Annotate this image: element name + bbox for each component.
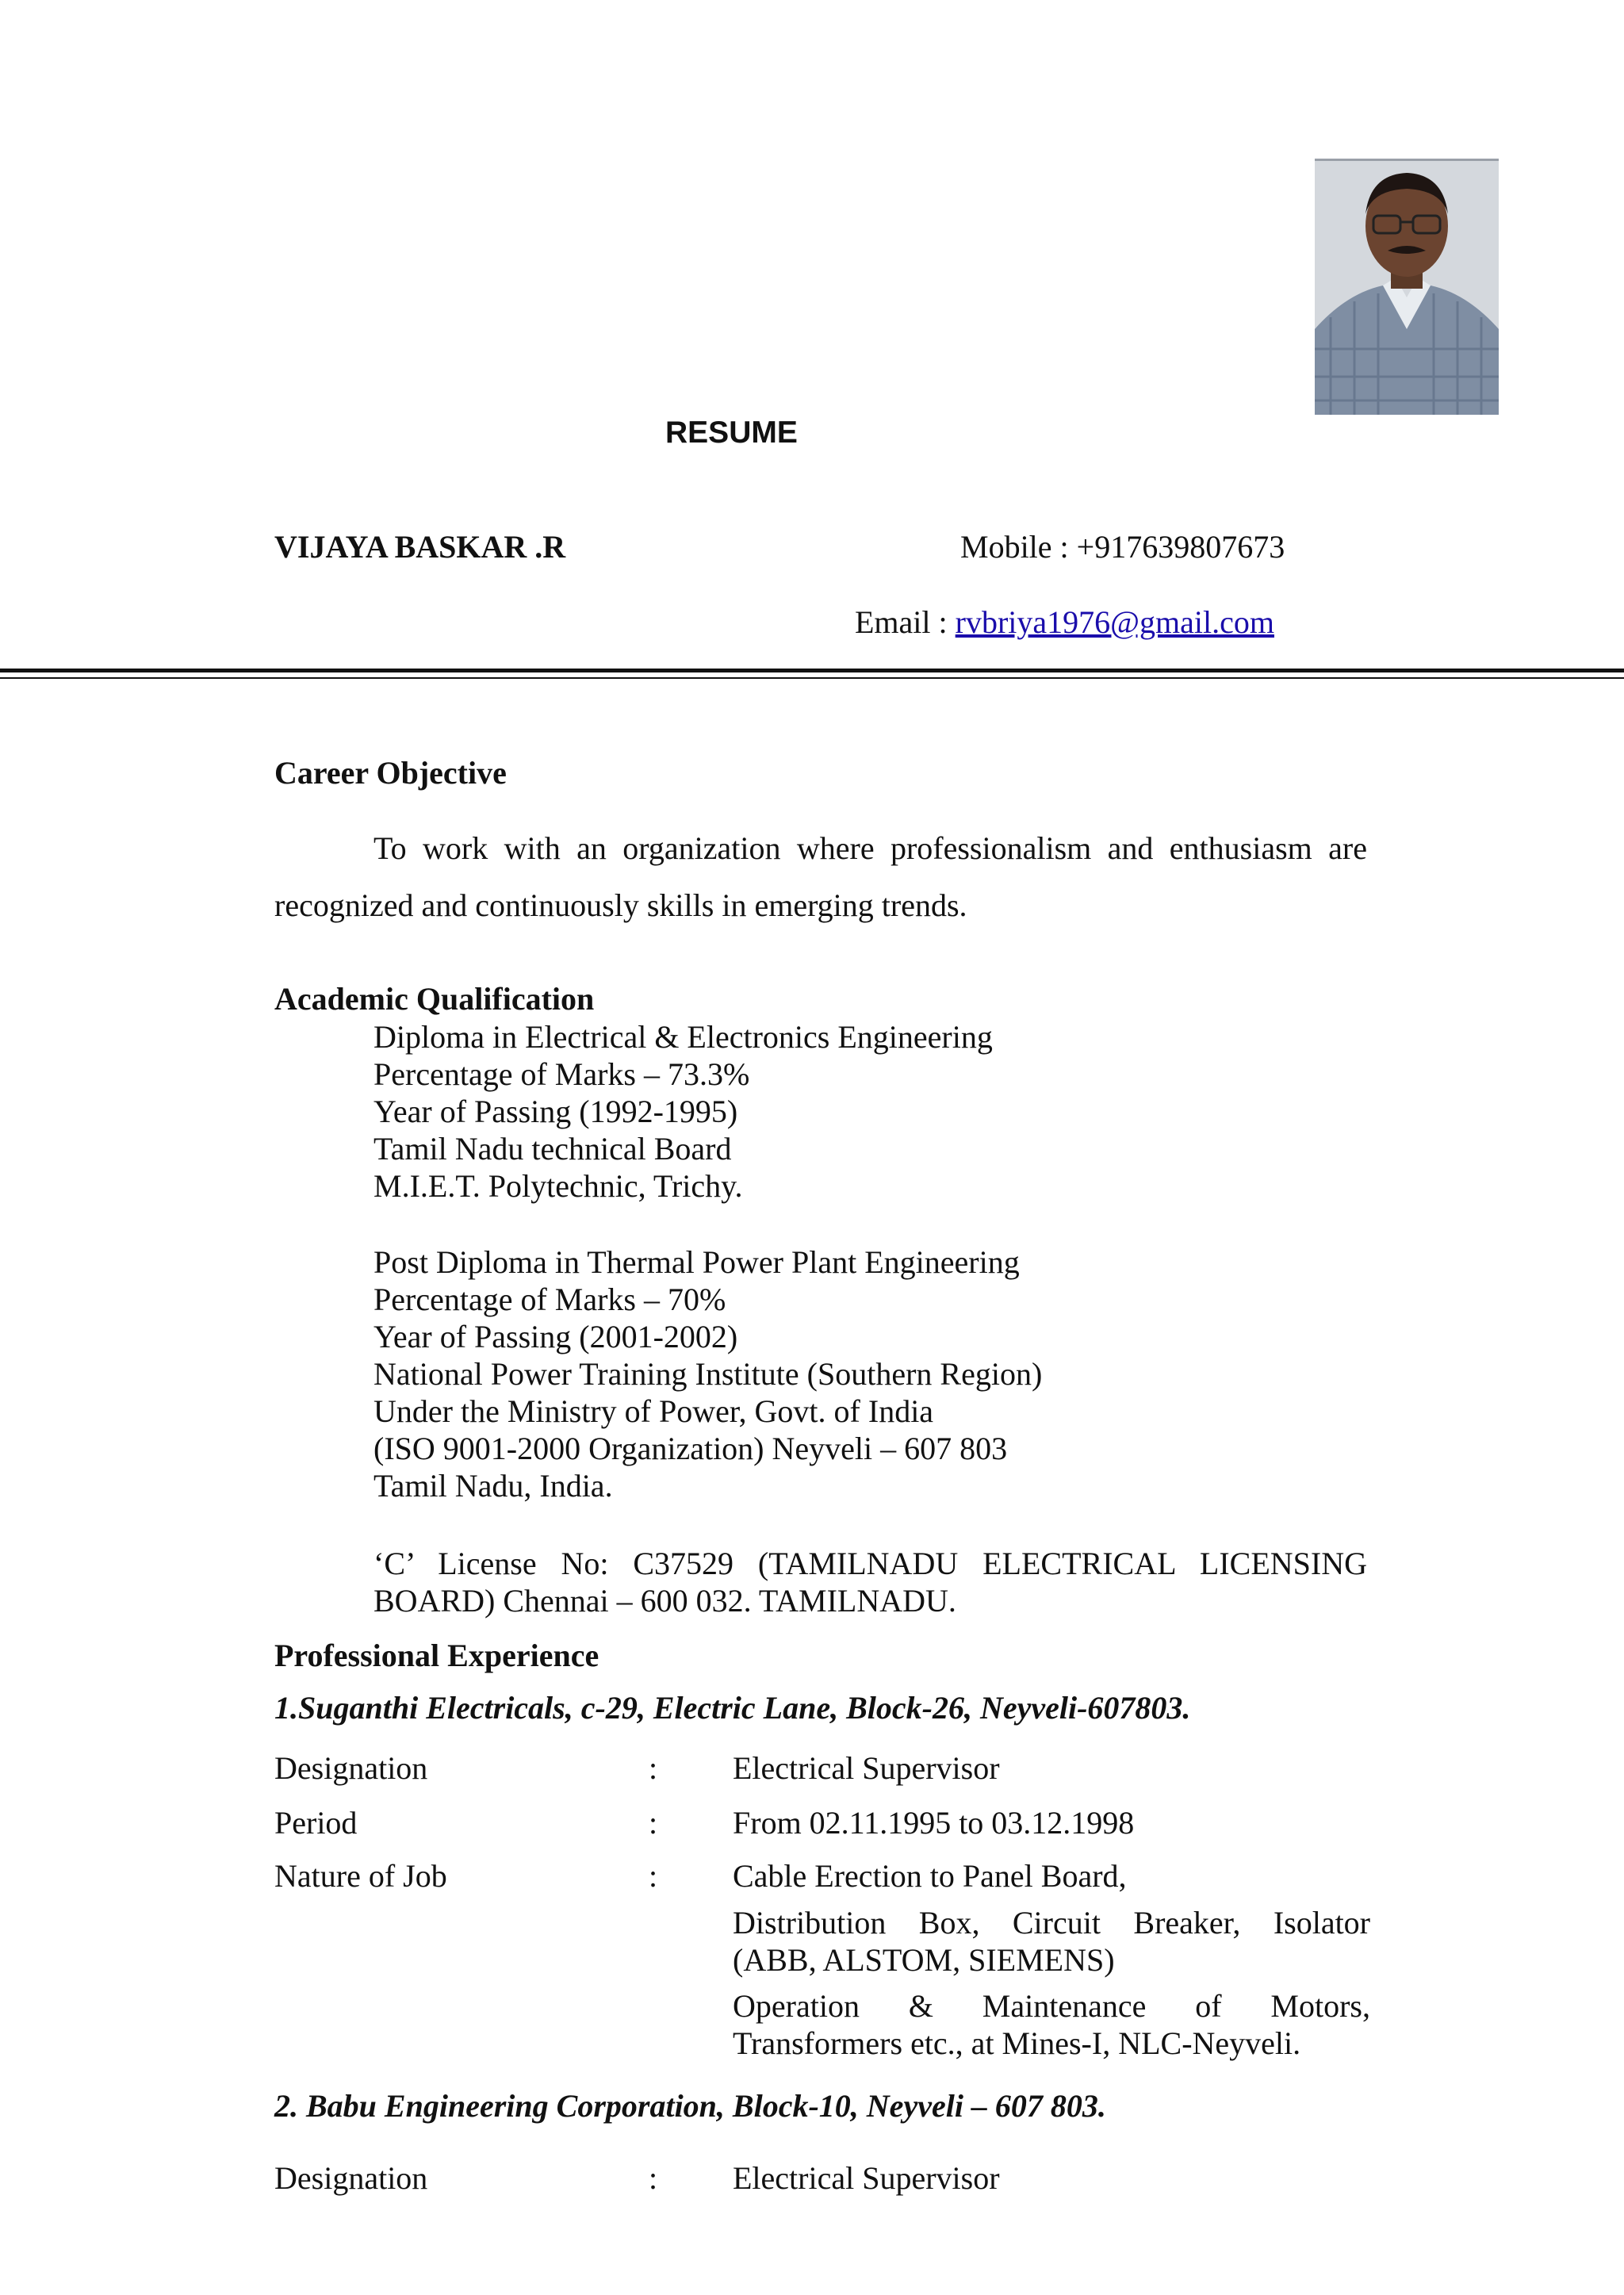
qualification-line: Percentage of Marks – 73.3%: [373, 1056, 750, 1092]
qualification-line: National Power Training Institute (Southern Region): [373, 1356, 1043, 1392]
qualification-diploma: [373, 1021, 993, 1208]
row-value: Electrical Supervisor: [733, 1750, 1000, 1786]
job-detail-1-line2: (ABB, ALSTOM, SIEMENS): [733, 1942, 1115, 1978]
row-label: Period: [274, 1805, 358, 1841]
career-objective-line2: recognized and continuously skills in emerging trends.: [274, 887, 967, 923]
experience-heading: Professional Experience: [274, 1638, 599, 1673]
profile-photo: [1315, 159, 1499, 415]
company-2-heading: 2. Babu Engineering Corporation, Block-10, Neyveli – 607 803.: [274, 2088, 1106, 2124]
row-label: Nature of Job: [274, 1858, 447, 1894]
page-title: RESUME: [665, 416, 798, 450]
qualification-line: Tamil Nadu technical Board: [373, 1131, 732, 1167]
row-label: Designation: [274, 1750, 428, 1786]
qualification-line: Percentage of Marks – 70%: [373, 1282, 726, 1317]
row-colon: :: [649, 1750, 658, 1786]
mobile-number: +917639807673: [1076, 529, 1285, 565]
row-colon: :: [649, 2160, 658, 2196]
header-divider-thin: [0, 677, 1624, 679]
row-value: Electrical Supervisor: [733, 2160, 1000, 2196]
row-value: From 02.11.1995 to 03.12.1998: [733, 1805, 1135, 1841]
license-line1: ‘C’ License No: C37529 (TAMILNADU ELECTRICAL LICENSING: [373, 1546, 1367, 1581]
row-value: Cable Erection to Panel Board,: [733, 1858, 1127, 1894]
license-line2: BOARD) Chennai – 600 032. TAMILNADU.: [373, 1583, 956, 1619]
qualification-line: M.I.E.T. Polytechnic, Trichy.: [373, 1168, 743, 1204]
career-objective-heading: Career Objective: [274, 755, 507, 791]
qualification-line: (ISO 9001-2000 Organization) Neyveli – 607 803: [373, 1431, 1008, 1466]
candidate-name: VIJAYA BASKAR .R: [274, 529, 566, 565]
academic-heading: Academic Qualification: [274, 981, 595, 1017]
qualification-line: Year of Passing (1992-1995): [373, 1094, 738, 1129]
job-detail-1-line1: Distribution Box, Circuit Breaker, Isolator: [733, 1905, 1370, 1941]
row-colon: :: [649, 1805, 658, 1841]
qualification-post-diploma: [373, 1244, 1043, 1508]
mobile-separator: :: [1059, 529, 1069, 565]
qualification-line: Year of Passing (2001-2002): [373, 1319, 738, 1354]
header-divider-thick: [0, 669, 1624, 672]
career-objective-line1: To work with an organization where professionalism and enthusiasm are: [373, 830, 1367, 866]
qualification-line: Post Diploma in Thermal Power Plant Engineering: [373, 1244, 1020, 1280]
mobile-line: [960, 531, 1285, 563]
mobile-label: Mobile: [960, 529, 1052, 565]
job-detail-2-line2: Transformers etc., at Mines-I, NLC-Neyveli.: [733, 2025, 1301, 2061]
qualification-line: Tamil Nadu, India.: [373, 1468, 613, 1504]
company-1-heading: 1.Suganthi Electricals, c-29, Electric Lane, Block-26, Neyveli-607803.: [274, 1690, 1191, 1726]
email-separator: :: [938, 604, 948, 640]
email-label: Email: [855, 604, 931, 640]
job-detail-2-line1: Operation & Maintenance of Motors,: [733, 1988, 1370, 2024]
qualification-line: Diploma in Electrical & Electronics Engineering: [373, 1019, 993, 1055]
row-label: Designation: [274, 2160, 428, 2196]
qualification-line: Under the Ministry of Power, Govt. of India: [373, 1393, 934, 1429]
email-link[interactable]: rvbriya1976@gmail.com: [955, 604, 1274, 640]
row-colon: :: [649, 1858, 658, 1894]
email-line: [855, 604, 1274, 640]
